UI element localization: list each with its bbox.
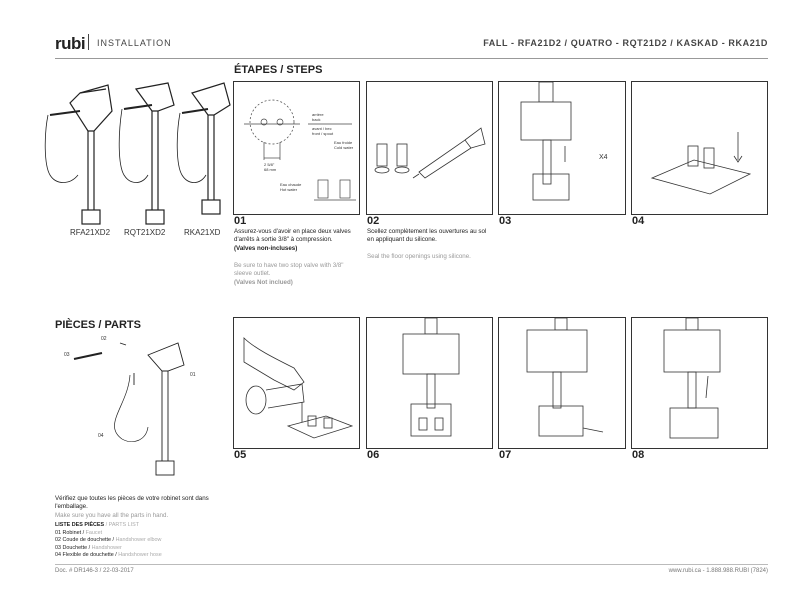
- cover-screw-diagram: [632, 318, 767, 448]
- step-05-illustration: [233, 317, 360, 449]
- faucet-models-illustration: [40, 75, 220, 225]
- part-name-en: Handshower hose: [118, 552, 162, 559]
- part-callout: 02: [101, 336, 107, 342]
- step-08-illustration: [631, 317, 768, 449]
- step-number: 07: [499, 449, 512, 461]
- step-07-illustration: [498, 317, 626, 449]
- step-number: 06: [367, 449, 380, 461]
- step-01-text-fr: Assurez-vous d'avoir en place deux valves d'arrêts à sortie 3/8" à compression.: [234, 228, 351, 244]
- step-number: 05: [234, 449, 247, 461]
- part-number: 01: [55, 529, 61, 536]
- part-number: 04: [55, 552, 61, 559]
- step-number: 02: [367, 215, 380, 227]
- parts-title: PIÈCES / PARTS: [55, 319, 141, 331]
- part-name-fr: Flexible de douchette: [62, 552, 114, 559]
- cold-water-label-en: Cold water: [334, 145, 354, 150]
- model-label: RKA21XD: [184, 228, 221, 237]
- section-title: INSTALLATION: [97, 38, 172, 48]
- part-callout: 04: [98, 433, 104, 439]
- logo-divider: [88, 34, 89, 50]
- step-number: 03: [499, 215, 512, 227]
- base-plate-diagram: [632, 82, 767, 214]
- step-01-text-en: Be sure to have two stop valve with 3/8" sleeve outlet.: [234, 262, 344, 278]
- hot-water-label: Eau chaude: [280, 182, 302, 187]
- part-name-fr: Coude de douchette: [62, 537, 112, 544]
- front-label: avant / bec: [312, 126, 332, 131]
- header-rule: [55, 58, 768, 59]
- step-01-illustration: [233, 81, 360, 215]
- list-item: 04 Flexible de douchette / Handshower hose: [55, 552, 162, 559]
- document-number: Doc. # DR146-3 / 22-03-2017: [55, 568, 134, 574]
- parts-list: [55, 522, 225, 560]
- part-number: 02: [55, 537, 61, 544]
- part-callout: 01: [190, 372, 196, 378]
- step-number: 01: [234, 215, 247, 227]
- rubi-logo: rubi: [55, 34, 86, 53]
- parts-illustration: [62, 335, 212, 485]
- dimension-mm: 68 mm: [264, 167, 277, 172]
- product-title: FALL - RFA21D2 / QUATRO - RQT21D2 / KASKAD - RKA21D: [483, 38, 768, 48]
- part-name-fr: Robinet: [62, 529, 82, 536]
- part-name-en: Faucet: [85, 529, 103, 536]
- model-label: RFA21XD2: [70, 228, 111, 237]
- parts-list-title-fr: LISTE DES PIÈCES: [55, 522, 105, 528]
- list-item: 02 Coude de douchette / Handshower elbow: [55, 537, 162, 544]
- step-02-illustration: [366, 81, 493, 215]
- part-name-en: Handshower elbow: [115, 537, 162, 544]
- list-item: 01 Robinet / Faucet: [55, 529, 103, 536]
- hot-water-label-en: Hot water: [280, 187, 298, 192]
- mounting-plate-screws-diagram: [499, 82, 625, 214]
- part-name-fr: Douchette: [62, 544, 88, 551]
- step-02-text-fr: Scellez complètement les ouvertures au sol en appliquant du silicone.: [367, 228, 487, 244]
- part-name-en: Handshower: [91, 544, 122, 551]
- faucet-body-install-diagram: [367, 318, 492, 448]
- cold-water-label: Eau froide: [334, 140, 353, 145]
- step-01-text-fr-note: (Valves non-incluses): [234, 245, 298, 252]
- supply-connection-diagram: [499, 318, 625, 448]
- part-callout: 03: [64, 352, 70, 358]
- screw-count-label: X4: [599, 154, 608, 161]
- list-item: 03 Douchette / Handshower: [55, 544, 122, 551]
- drill-diagram: [234, 318, 359, 448]
- footer-rule: [55, 564, 768, 565]
- part-number: 03: [55, 544, 61, 551]
- step-03-illustration: [498, 81, 626, 215]
- dimension-inches: 2 5/8": [264, 162, 275, 167]
- back-label: arrière: [312, 112, 324, 117]
- parts-note-fr: Vérifiez que toutes les pièces de votre robinet sont dans l'emballage.: [55, 495, 209, 511]
- back-label-en: back: [312, 117, 321, 122]
- parts-note-en: Make sure you have all the parts in hand.: [55, 512, 169, 519]
- parts-list-title: LISTE DES PIÈCES / PARTS LIST: [55, 522, 139, 528]
- step-01-text-en-note: (Valves Not inclued): [234, 279, 293, 286]
- silicone-gun-diagram: [367, 82, 492, 214]
- step-number: 08: [632, 449, 645, 461]
- step-06-illustration: [366, 317, 493, 449]
- model-label: RQT21XD2: [124, 228, 166, 237]
- front-label-en: front / spout: [312, 131, 334, 136]
- step-number: 04: [632, 215, 645, 227]
- parts-list-title-en: PARTS LIST: [108, 522, 139, 528]
- contact-info: www.rubi.ca - 1.888.988.RUBI (7824): [668, 568, 768, 574]
- step-04-illustration: [631, 81, 768, 215]
- steps-title: ÉTAPES / STEPS: [234, 64, 323, 76]
- step-02-text-en: Seal the floor openings using silicone.: [367, 253, 471, 260]
